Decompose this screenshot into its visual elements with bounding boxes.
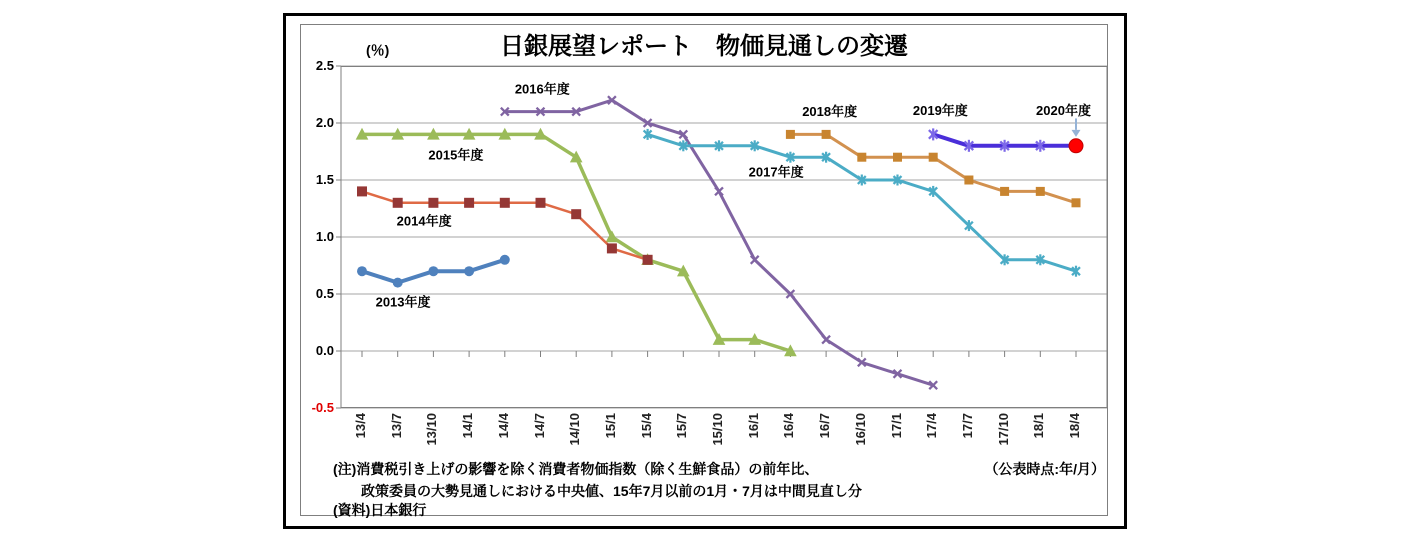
series-2015年度-line <box>362 134 790 351</box>
source-note: (資料)日本銀行 <box>333 502 427 518</box>
series-label-2013年度: 2013年度 <box>375 294 431 310</box>
publish-timing-note: （公表時点:年/月） <box>984 461 1105 477</box>
x-axis-label: 15/7 <box>674 413 690 439</box>
series-marker <box>428 266 438 276</box>
series-marker <box>393 198 403 208</box>
chart-title: 日銀展望レポート 物価見通しの変遷 <box>500 33 908 60</box>
x-axis-label: 16/1 <box>745 413 761 439</box>
x-axis-label: 13/7 <box>388 413 404 439</box>
series-marker <box>893 153 902 162</box>
y-axis-label: 0.0 <box>315 343 334 358</box>
x-axis-label: 15/10 <box>710 413 725 446</box>
footnote-line-2: 政策委員の大勢見通しにおける中央値、15年7月以前の1月・7月は中間見直し分 <box>361 483 862 499</box>
y-axis-label: 0.5 <box>315 286 334 301</box>
series-marker <box>1069 139 1083 153</box>
series-label-2017年度: 2017年度 <box>748 164 804 180</box>
x-axis-label: 16/7 <box>817 413 833 439</box>
series-marker <box>500 198 510 208</box>
series-marker <box>1072 198 1081 207</box>
y-axis-label: -0.5 <box>311 400 334 415</box>
y-axis-label: 2.5 <box>315 58 334 73</box>
series-marker <box>929 153 938 162</box>
series-marker <box>607 243 617 253</box>
y-axis-label: 2.0 <box>315 115 334 130</box>
x-axis-label: 17/10 <box>995 413 1011 446</box>
series-marker <box>393 278 403 288</box>
series-marker <box>606 230 619 242</box>
series-label-2019年度: 2019年度 <box>912 103 968 119</box>
series-marker <box>786 130 795 139</box>
x-axis-label: 15/4 <box>638 413 654 439</box>
series-label-2014年度: 2014年度 <box>396 213 452 229</box>
x-axis-label: 15/1 <box>602 413 618 439</box>
series-marker <box>964 176 973 185</box>
x-axis-label: 17/1 <box>888 413 904 439</box>
x-axis-label: 13/10 <box>424 413 440 446</box>
series-label-2016年度: 2016年度 <box>514 81 570 97</box>
series-marker <box>428 198 438 208</box>
y-axis-unit-label: (％) <box>366 42 390 58</box>
series-marker <box>571 209 581 219</box>
x-axis-label: 18/1 <box>1031 413 1047 439</box>
series-marker <box>464 198 474 208</box>
plot-svg <box>335 66 1108 408</box>
x-axis-label: 18/4 <box>1067 413 1082 439</box>
series-marker <box>643 255 653 265</box>
series-marker <box>857 153 866 162</box>
series-label-2018年度: 2018年度 <box>802 104 858 120</box>
series-label-2015年度: 2015年度 <box>428 147 484 163</box>
x-axis-label: 14/4 <box>495 413 511 439</box>
series-marker <box>1000 187 1009 196</box>
series-marker <box>536 198 546 208</box>
series-marker <box>822 130 831 139</box>
x-axis-label: 16/4 <box>781 413 797 439</box>
x-axis-label: 14/1 <box>460 413 476 439</box>
annotation-arrow-head <box>1072 130 1081 137</box>
x-axis-label: 13/4 <box>353 413 368 439</box>
series-marker <box>500 255 510 265</box>
y-axis-label: 1.0 <box>315 229 334 244</box>
x-axis-label: 14/10 <box>567 413 583 446</box>
series-marker <box>1036 187 1045 196</box>
x-axis-label: 17/7 <box>959 413 975 439</box>
x-axis-label: 14/7 <box>531 413 547 439</box>
footnote-line-1: (注)消費税引き上げの影響を除く消費者物価指数（除く生鮮食品）の前年比、 <box>333 461 819 477</box>
series-marker <box>357 266 367 276</box>
series-label-2020年度: 2020年度 <box>1036 103 1091 119</box>
x-axis-label: 17/4 <box>924 413 940 439</box>
series-marker <box>464 266 474 276</box>
series-marker <box>357 186 367 196</box>
y-axis-label: 1.5 <box>315 172 334 187</box>
x-axis-label: 16/10 <box>852 413 868 446</box>
